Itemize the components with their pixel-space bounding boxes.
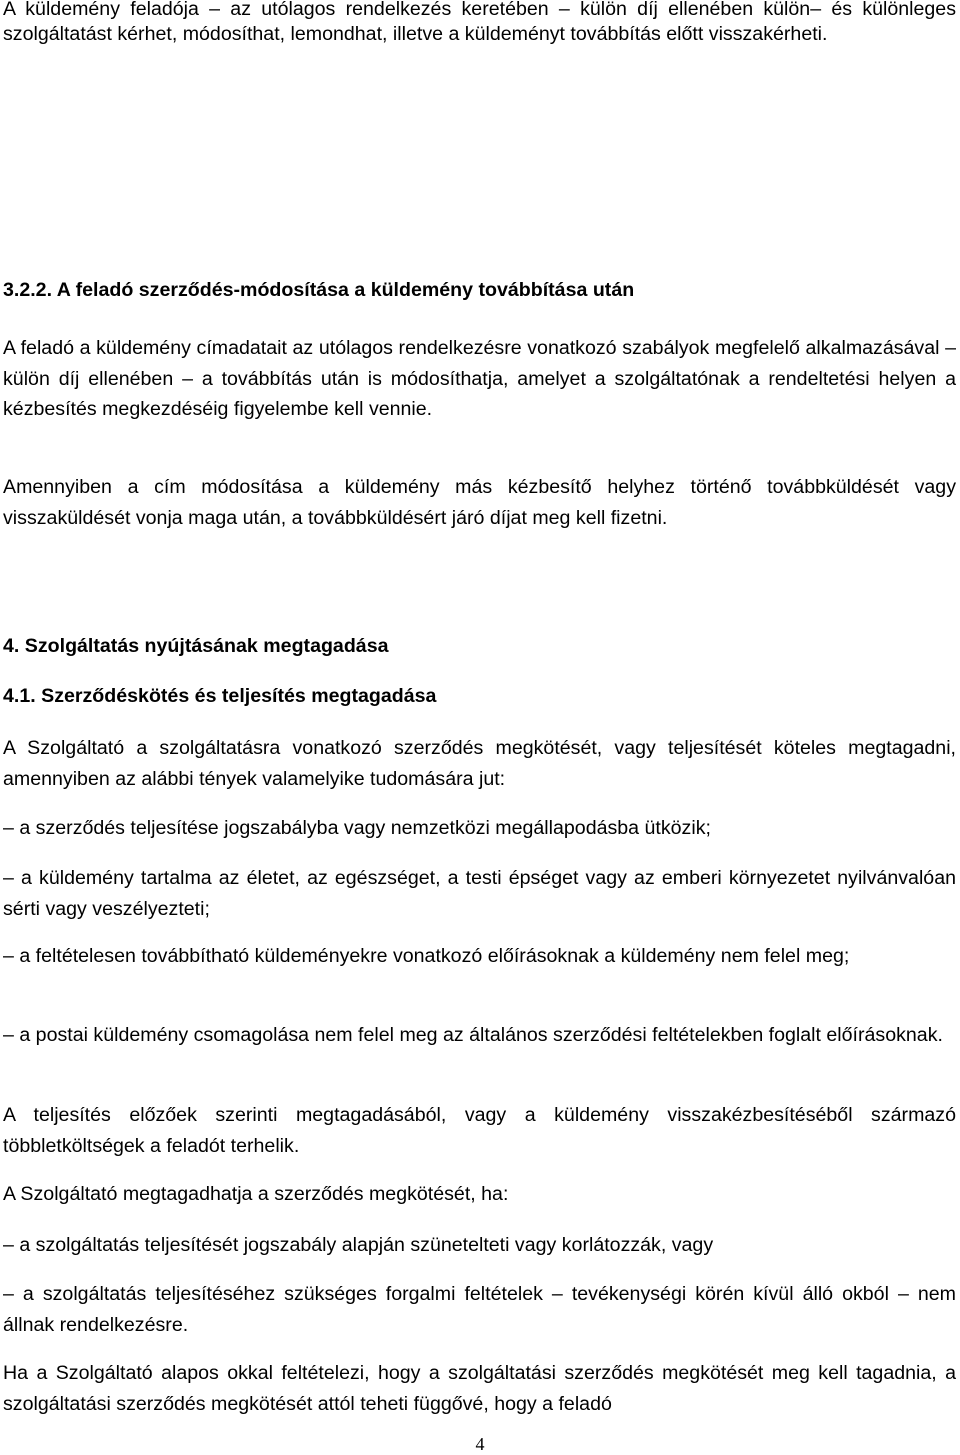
list-item: – a feltételesen továbbítható küldeményekre vonatkozó előírásoknak a küldemény nem felel meg; (3, 945, 850, 967)
paragraph-megtagadhatja: A Szolgáltató megtagadhatja a szerződés megkötését, ha: (3, 1183, 509, 1205)
heading-4: 4. Szolgáltatás nyújtásának megtagadása (3, 635, 389, 657)
paragraph-megtagadni: A Szolgáltató a szolgáltatásra vonatkozó szerződés megkötését, vagy teljesítését köteles megtagadni, amennyiben az alábbi tények valamelyike tudomására jut: (3, 737, 956, 790)
list-item: – a szerződés teljesítése jogszabályba vagy nemzetközi megállapodásba ütközik; (3, 817, 711, 839)
heading-3-2-2: 3.2.2. A feladó szerződés-módosítása a küldemény továbbítása után (3, 279, 635, 301)
list-item: – a szolgáltatás teljesítéséhez szükséges forgalmi feltételek – tevékenységi körén kívül álló okból – nem állnak rendelkezésre. (3, 1283, 956, 1336)
heading-4-1: 4.1. Szerződéskötés és teljesítés megtagadása (3, 685, 437, 707)
paragraph-tobbletkoltseg: A teljesítés előzőek szerinti megtagadásából, vagy a küldemény visszakézbesítéséből származó többletköltségek a feladót terhelik. (3, 1104, 956, 1157)
list-item: – a postai küldemény csomagolása nem felel meg az általános szerződési feltételekben foglalt előírásoknak. (3, 1024, 943, 1046)
page-number: 4 (475, 1434, 485, 1454)
paragraph-alapos-okkal: Ha a Szolgáltató alapos okkal feltételezi, hogy a szolgáltatási szerződés megkötését meg kell tagadnia, a szolgáltatási szerződés megkötését attól teheti függővé, hogy a feladó (3, 1362, 956, 1415)
intro-paragraph: A küldemény feladója – az utólagos rendelkezés keretében – külön díj ellenében külön– és különleges szolgáltatást kérhet, módosíthat, lemondhat, illetve a küldeményt továbbítás előtt visszakérheti. (3, 0, 956, 46)
paragraph-cim-modositas: A feladó a küldemény címadatait az utólagos rendelkezésre vonatkozó szabályok megfelelő alkalmazásával – külön díj ellenében – a továbbítás után is módosíthatja, amelyet a szolgáltatónak a rendeltetési helyen a kézbesítés megkezdéséig figyelembe kell vennie. (3, 337, 956, 420)
paragraph-amennyiben: Amennyiben a cím módosítása a küldemény más kézbesítő helyhez történő továbbküldését vagy visszaküldését vonja maga után, a továbbküldésért járó díjat meg kell fizetni. (3, 476, 956, 529)
list-item: – a küldemény tartalma az életet, az egészséget, a testi épséget vagy az emberi környezetet nyilvánvalóan sérti vagy veszélyezteti; (3, 867, 956, 920)
list-item: – a szolgáltatás teljesítését jogszabály alapján szünetelteti vagy korlátozzák, vagy (3, 1234, 714, 1256)
